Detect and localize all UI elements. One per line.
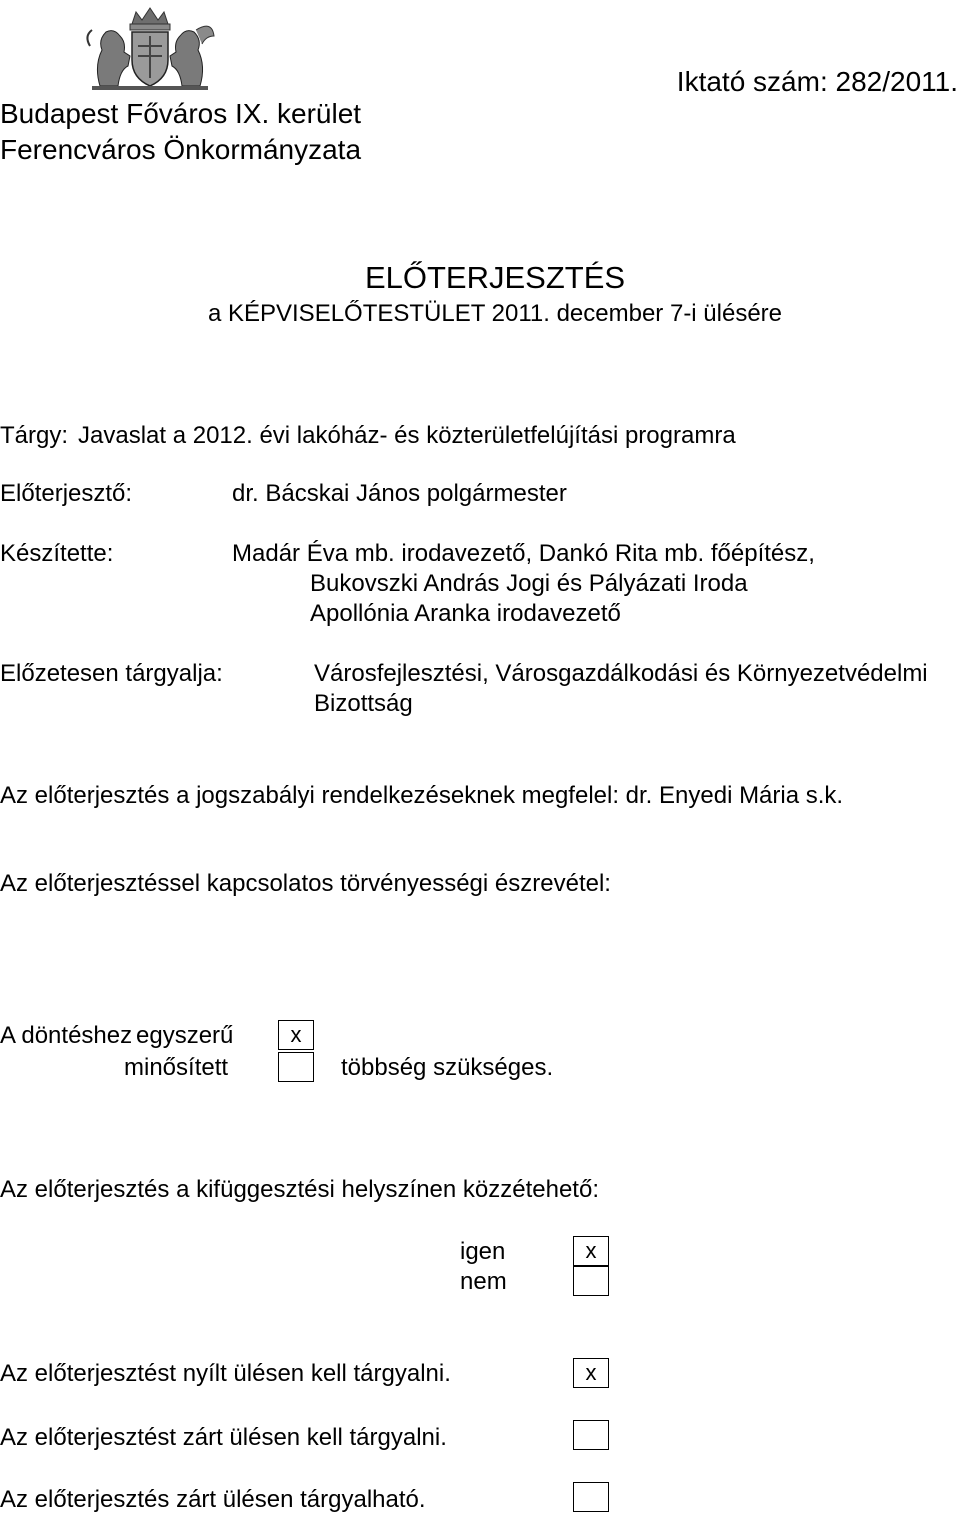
majority-qualified-checkbox[interactable] — [278, 1052, 314, 1082]
legal-check-statement: Az előterjesztés a jogszabályi rendelkezéseknek megfelel: dr. Enyedi Mária s.k. — [0, 782, 844, 809]
majority-suffix: többség szükséges. — [341, 1054, 554, 1081]
publishable-question: Az előterjesztés a kifüggesztési helyszínen közzétehető: — [0, 1176, 599, 1203]
registration-number: Iktató szám: 282/2011. — [676, 66, 958, 97]
org-name-line2: Ferencváros Önkormányzata — [0, 134, 362, 165]
publishable-yes-checkbox[interactable]: x — [573, 1236, 609, 1266]
majority-prefix: A döntéshez — [0, 1022, 133, 1049]
closed-session-label: Az előterjesztést zárt ülésen kell tárgyalni. — [0, 1424, 447, 1451]
publishable-no-checkbox[interactable] — [573, 1266, 609, 1296]
open-session-checkbox[interactable]: x — [573, 1358, 609, 1388]
prepared-by-line1: Madár Éva mb. irodavezető, Dankó Rita mb. főépítész, — [232, 540, 815, 567]
committee-line1: Városfejlesztési, Városgazdálkodási és Környezetvédelmi — [314, 660, 928, 687]
document-subtitle: a KÉPVISELŐTESTÜLET 2011. december 7-i ülésére — [207, 300, 783, 327]
publishable-yes-label: igen — [460, 1238, 506, 1265]
presenter-label: Előterjesztő: — [0, 480, 133, 507]
committee-line2: Bizottság — [314, 690, 413, 717]
closed-session-checkbox[interactable] — [573, 1420, 609, 1450]
prepared-by-line3: Apollónia Aranka irodavezető — [310, 600, 621, 627]
subject-value: Javaslat a 2012. évi lakóház- és közterületfelújítási programra — [78, 422, 736, 449]
majority-simple-checkbox[interactable]: x — [278, 1020, 314, 1050]
prepared-by-line2: Bukovszki András Jogi és Pályázati Iroda — [310, 570, 748, 597]
open-session-label: Az előterjesztést nyílt ülésen kell tárgyalni. — [0, 1360, 451, 1387]
majority-simple-label: egyszerű — [136, 1022, 234, 1049]
subject-label: Tárgy: — [0, 422, 69, 449]
closed-session-possible-checkbox[interactable] — [573, 1482, 609, 1512]
presenter-value: dr. Bácskai János polgármester — [232, 480, 567, 507]
committee-label: Előzetesen tárgyalja: — [0, 660, 223, 687]
closed-session-possible-label: Az előterjesztés zárt ülésen tárgyalható. — [0, 1486, 426, 1513]
org-name-line1: Budapest Főváros IX. kerület — [0, 98, 362, 129]
publishable-no-label: nem — [460, 1268, 507, 1295]
coat-of-arms-logo — [80, 6, 220, 92]
document-title: ELŐTERJESZTÉS — [364, 260, 626, 295]
legality-remark: Az előterjesztéssel kapcsolatos törvényességi észrevétel: — [0, 870, 611, 897]
prepared-by-label: Készítette: — [0, 540, 114, 567]
majority-qualified-label: minősített — [124, 1054, 229, 1081]
